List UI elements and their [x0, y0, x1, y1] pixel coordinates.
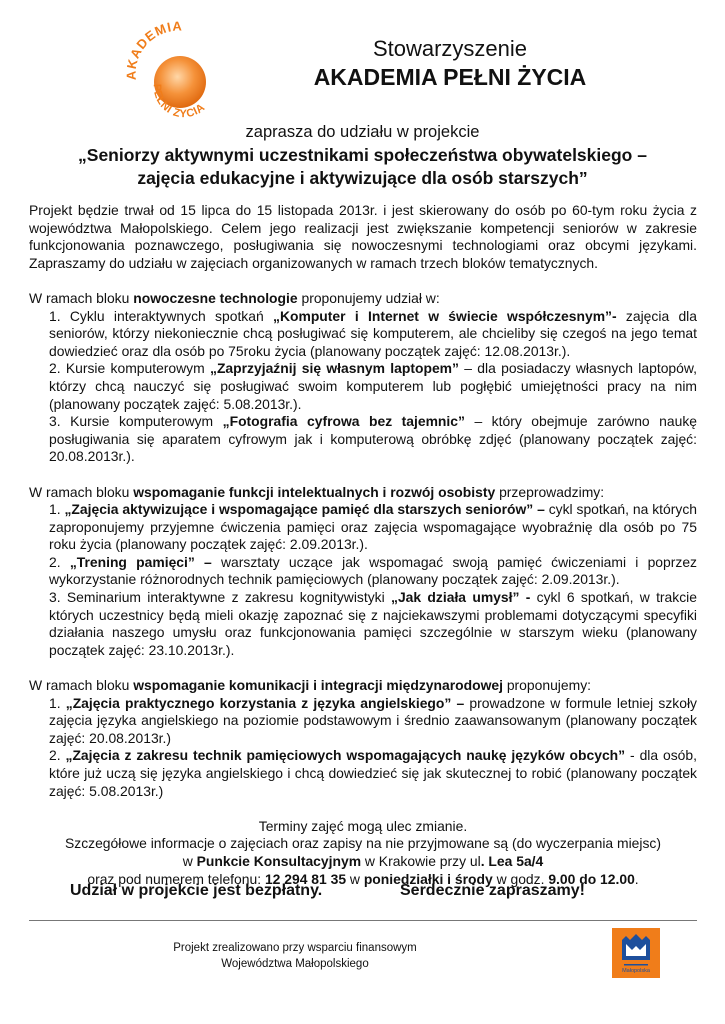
sponsor-note [150, 940, 440, 972]
logo-text-top: AKADEMIA [123, 18, 184, 81]
block-1-item-3: 3. Kursie komputerowym „Fotografia cyfrowa bez tajemnic” – który obejmuje zarówno naukę posługiwania się aparatem cyfrowym jak i komputerową obróbkę zdjęć (planowany początek zajęć: 20.08.2013r.). [49, 413, 697, 465]
malopolska-logo-icon [612, 928, 660, 978]
malopolska-logo-text: Małopolska [622, 968, 650, 974]
block-3-item-2: 2. „Zajęcia z zakresu technik pamięciowych wspomagających naukę języków obcych” - dla osób, które już uczą się języka angielskiego i chcą dowiedzieć się jak skutecznej to robić (planowany początek zajęć: 5.08.2013r.) [49, 747, 697, 799]
org-line-2: AKADEMIA PEŁNI ŻYCIA [313, 64, 587, 90]
sun-logo-icon [118, 18, 238, 138]
info-line-4: oraz pod numerem telefonu: 12 294 81 35 w poniedziałki i środy w godz. 9.00 do 12.00. [87, 870, 639, 887]
block-2-item-3: 3. Seminarium interaktywne z zakresu kognitywistyki „Jak działa umysł” - cykl 6 spotkań, w trakcie których uczestnicy będą mieli okazję zapoznać się z najciekawszymi problemami dotyczącymi specyfiki działania naszego umysłu oraz funkcjonowania pamięci szczególnie w starszym wieku (planowany początek zajęć: 23.10.2013r.). [49, 589, 697, 658]
invite-line: zaprasza do udziału w projekcie [245, 123, 480, 141]
block-3-item-1: 1. „Zajęcia praktycznego korzystania z języka angielskiego” – prowadzone w formule letniej szkoły zajęcia języka angielskiego na poziomie podstawowym i średnio zaawansowanym (planowany początek zajęć: 20.08.2013r.) [49, 694, 697, 746]
block-1-item-1: 1. Cyklu interaktywnych spotkań „Komputer i Internet w świecie współczesnym”- zajęcia dla seniorów, którzy niekoniecznie chcą posługiwać się komputerem, ale chcieliby się czegoś na jego temat dowiedzieć oraz dla osób po 75roku życia (planowany początek zajęć: 12.08.2013r.). [49, 307, 697, 359]
org-line-1: Stowarzyszenie [372, 36, 528, 61]
block-1-item-2: 2. Kursie komputerowym „Zaprzyjaźnij się własnym laptopem” – dla posiadaczy własnych laptopów, którzy chcą nauczyć się posługiwać swoim komputerem lub pogłębić umiejętności pracy na nim (planowany początek zajęć: 5.08.2013r.). [49, 360, 697, 412]
project-title-line-2: zajęcia edukacyjne i aktywizujące dla osób starszych” [137, 168, 588, 188]
sponsor-line-2: Województwa Małopolskiego [221, 958, 369, 970]
welcome-note: Serdecznie zapraszamy! [400, 882, 585, 899]
block-1-name: nowoczesne technologie [133, 289, 298, 306]
block-3-intro: W ramach bloku wspomaganie komunikacji i integracji międzynarodowej proponujemy: [29, 677, 591, 694]
block-2-intro: W ramach bloku wspomaganie funkcji intelektualnych i rozwój osobisty przeprowadzimy: [29, 483, 605, 500]
intro-paragraph: Projekt będzie trwał od 15 lipca do 15 listopada 2013r. i jest skierowany do osób po 60-tym roku życia z województwa Małopolskiego. Celem jego realizacji jest zwiększanie kompetencji seniorów w zakresie funkcjonowania poznawczego, posługiwania się nowoczesnymi technologiami oraz obcymi językami. Zapraszamy do udziału w zajęciach organizowanych w ramach trzech bloków tematycznych. [29, 202, 697, 271]
logo-text-bottom: PEŁNI ŻYCIA [150, 83, 208, 121]
block-2-name: wspomaganie funkcji intelektualnych i rozwój osobisty [133, 483, 496, 500]
block-1-intro: W ramach bloku nowoczesne technologie proponujemy udział w: [29, 289, 440, 306]
free-participation-note: Udział w projekcie jest bezpłatny. [70, 882, 323, 899]
info-line-2: Szczegółowe informacje o zajęciach oraz zapisy na nie przyjmowane są (do wyczerpania miejsc) [64, 835, 661, 852]
info-line-1: Terminy zajęć mogą ulec zmianie. [258, 817, 468, 834]
project-title [30, 144, 695, 190]
block-2-item-2: 2. „Trening pamięci” – warsztaty uczące jak wspomagać swoją pamięć ćwiczeniami i poprzez wykorzystanie różnorodnych technik pamięciowych (planowany początek zajęć: 2.09.2013r.). [49, 553, 698, 588]
project-title-line-1: „Seniorzy aktywnymi uczestnikami społeczeństwa obywatelskiego – [78, 145, 647, 165]
block-2-item-1: 1. „Zajęcia aktywizujące i wspomagające pamięć dla starszych seniorów” – cykl spotkań, na których zaproponujemy przyjemne ćwiczenia pamięci oraz zajęcia wspomagające wyobraźnię dla osób po 75 roku życia (planowany początek zajęć: 2.09.2013r.). [49, 501, 697, 553]
block-3-name: wspomaganie komunikacji i integracji międzynarodowej [133, 677, 503, 694]
phone-number: 12 294 81 35 [264, 870, 347, 887]
divider [29, 920, 697, 921]
sponsor-line-1: Projekt zrealizowano przy wsparciu finansowym [173, 942, 417, 954]
info-line-3: w Punkcie Konsultacyjnym w Krakowie przy ul. Lea 5a/4 [182, 852, 544, 869]
document-body [29, 202, 697, 888]
